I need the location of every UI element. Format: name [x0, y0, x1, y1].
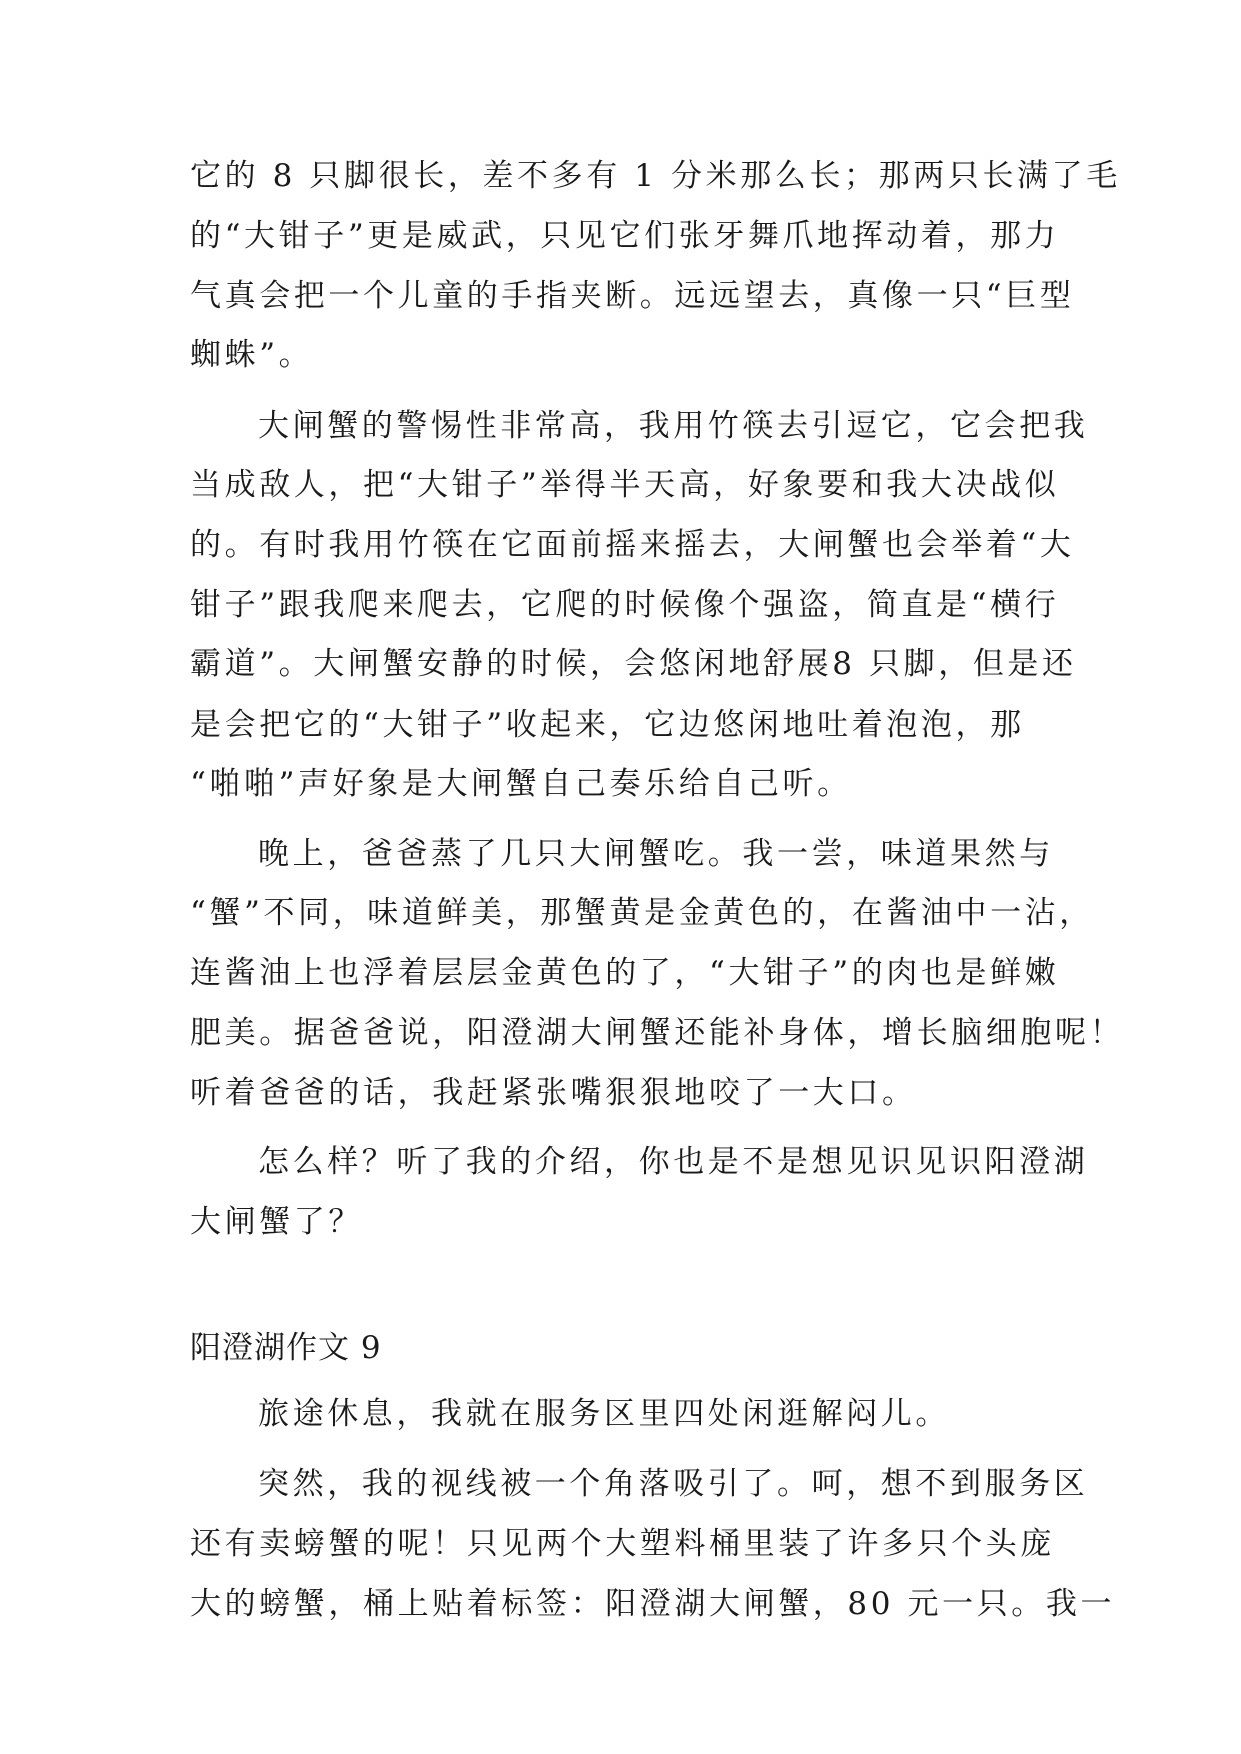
text-line: 听着爸爸的话，我赶紧张嘴狠狠地咬了一大口。 [190, 1075, 917, 1111]
text-line: 还有卖螃蟹的呢！只见两个大塑料桶里装了许多只个头庞 [190, 1526, 1055, 1562]
text-line: 当成敌人，把“大钳子”举得半天高，好象要和我大决战似 [190, 467, 1060, 503]
text-line: “啪啪”声好象是大闸蟹自己奏乐给自己听。 [190, 766, 852, 802]
text-line: 连酱油上也浮着层层金黄色的了，“大钳子”的肉也是鲜嫩 [190, 955, 1060, 991]
paragraph-first-line: 突然，我的视线被一个角落吸引了。呵，想不到服务区 [258, 1466, 1089, 1502]
paragraph-first-line: 旅途休息，我就在服务区里四处闲逛解闷儿。 [258, 1396, 950, 1432]
text-line: 气真会把一个儿童的手指夹断。远远望去，真像一只“巨型 [190, 278, 1075, 314]
paragraph-first-line: 怎么样？听了我的介绍，你也是不是想见识见识阳澄湖 [258, 1144, 1089, 1180]
text-line: 的“大钳子”更是威武，只见它们张牙舞爪地挥动着，那力 [190, 218, 1060, 254]
text-line: “蟹”不同，味道鲜美，那蟹黄是金黄色的，在酱油中一沾， [190, 895, 1094, 931]
paragraph-first-line: 晚上，爸爸蒸了几只大闸蟹吃。我一尝，味道果然与 [258, 836, 1054, 872]
text-line: 大闸蟹了？ [190, 1204, 363, 1240]
text-line: 钳子”跟我爬来爬去，它爬的时候像个强盗，简直是“横行 [190, 587, 1060, 623]
text-line: 蜘蛛”。 [190, 337, 314, 373]
text-line: 霸道”。大闸蟹安静的时候，会悠闲地舒展8 只脚，但是还 [190, 646, 1077, 682]
text-line: 它的 8 只脚很长，差不多有 1 分米那么长；那两只长满了毛 [190, 158, 1121, 194]
text-line: 肥美。据爸爸说，阳澄湖大闸蟹还能补身体，增长脑细胞呢！ [190, 1015, 1125, 1051]
paragraph-first-line: 大闸蟹的警惕性非常高，我用竹筷去引逗它，它会把我 [258, 408, 1089, 444]
text-line: 是会把它的“大钳子”收起来，它边悠闲地吐着泡泡，那 [190, 707, 1025, 743]
text-line: 大的螃蟹，桶上贴着标签：阳澄湖大闸蟹，80 元一只。我一 [190, 1586, 1116, 1622]
section-heading: 阳澄湖作文 9 [190, 1330, 382, 1366]
text-line: 的。有时我用竹筷在它面前摇来摇去，大闸蟹也会举着“大 [190, 527, 1075, 563]
